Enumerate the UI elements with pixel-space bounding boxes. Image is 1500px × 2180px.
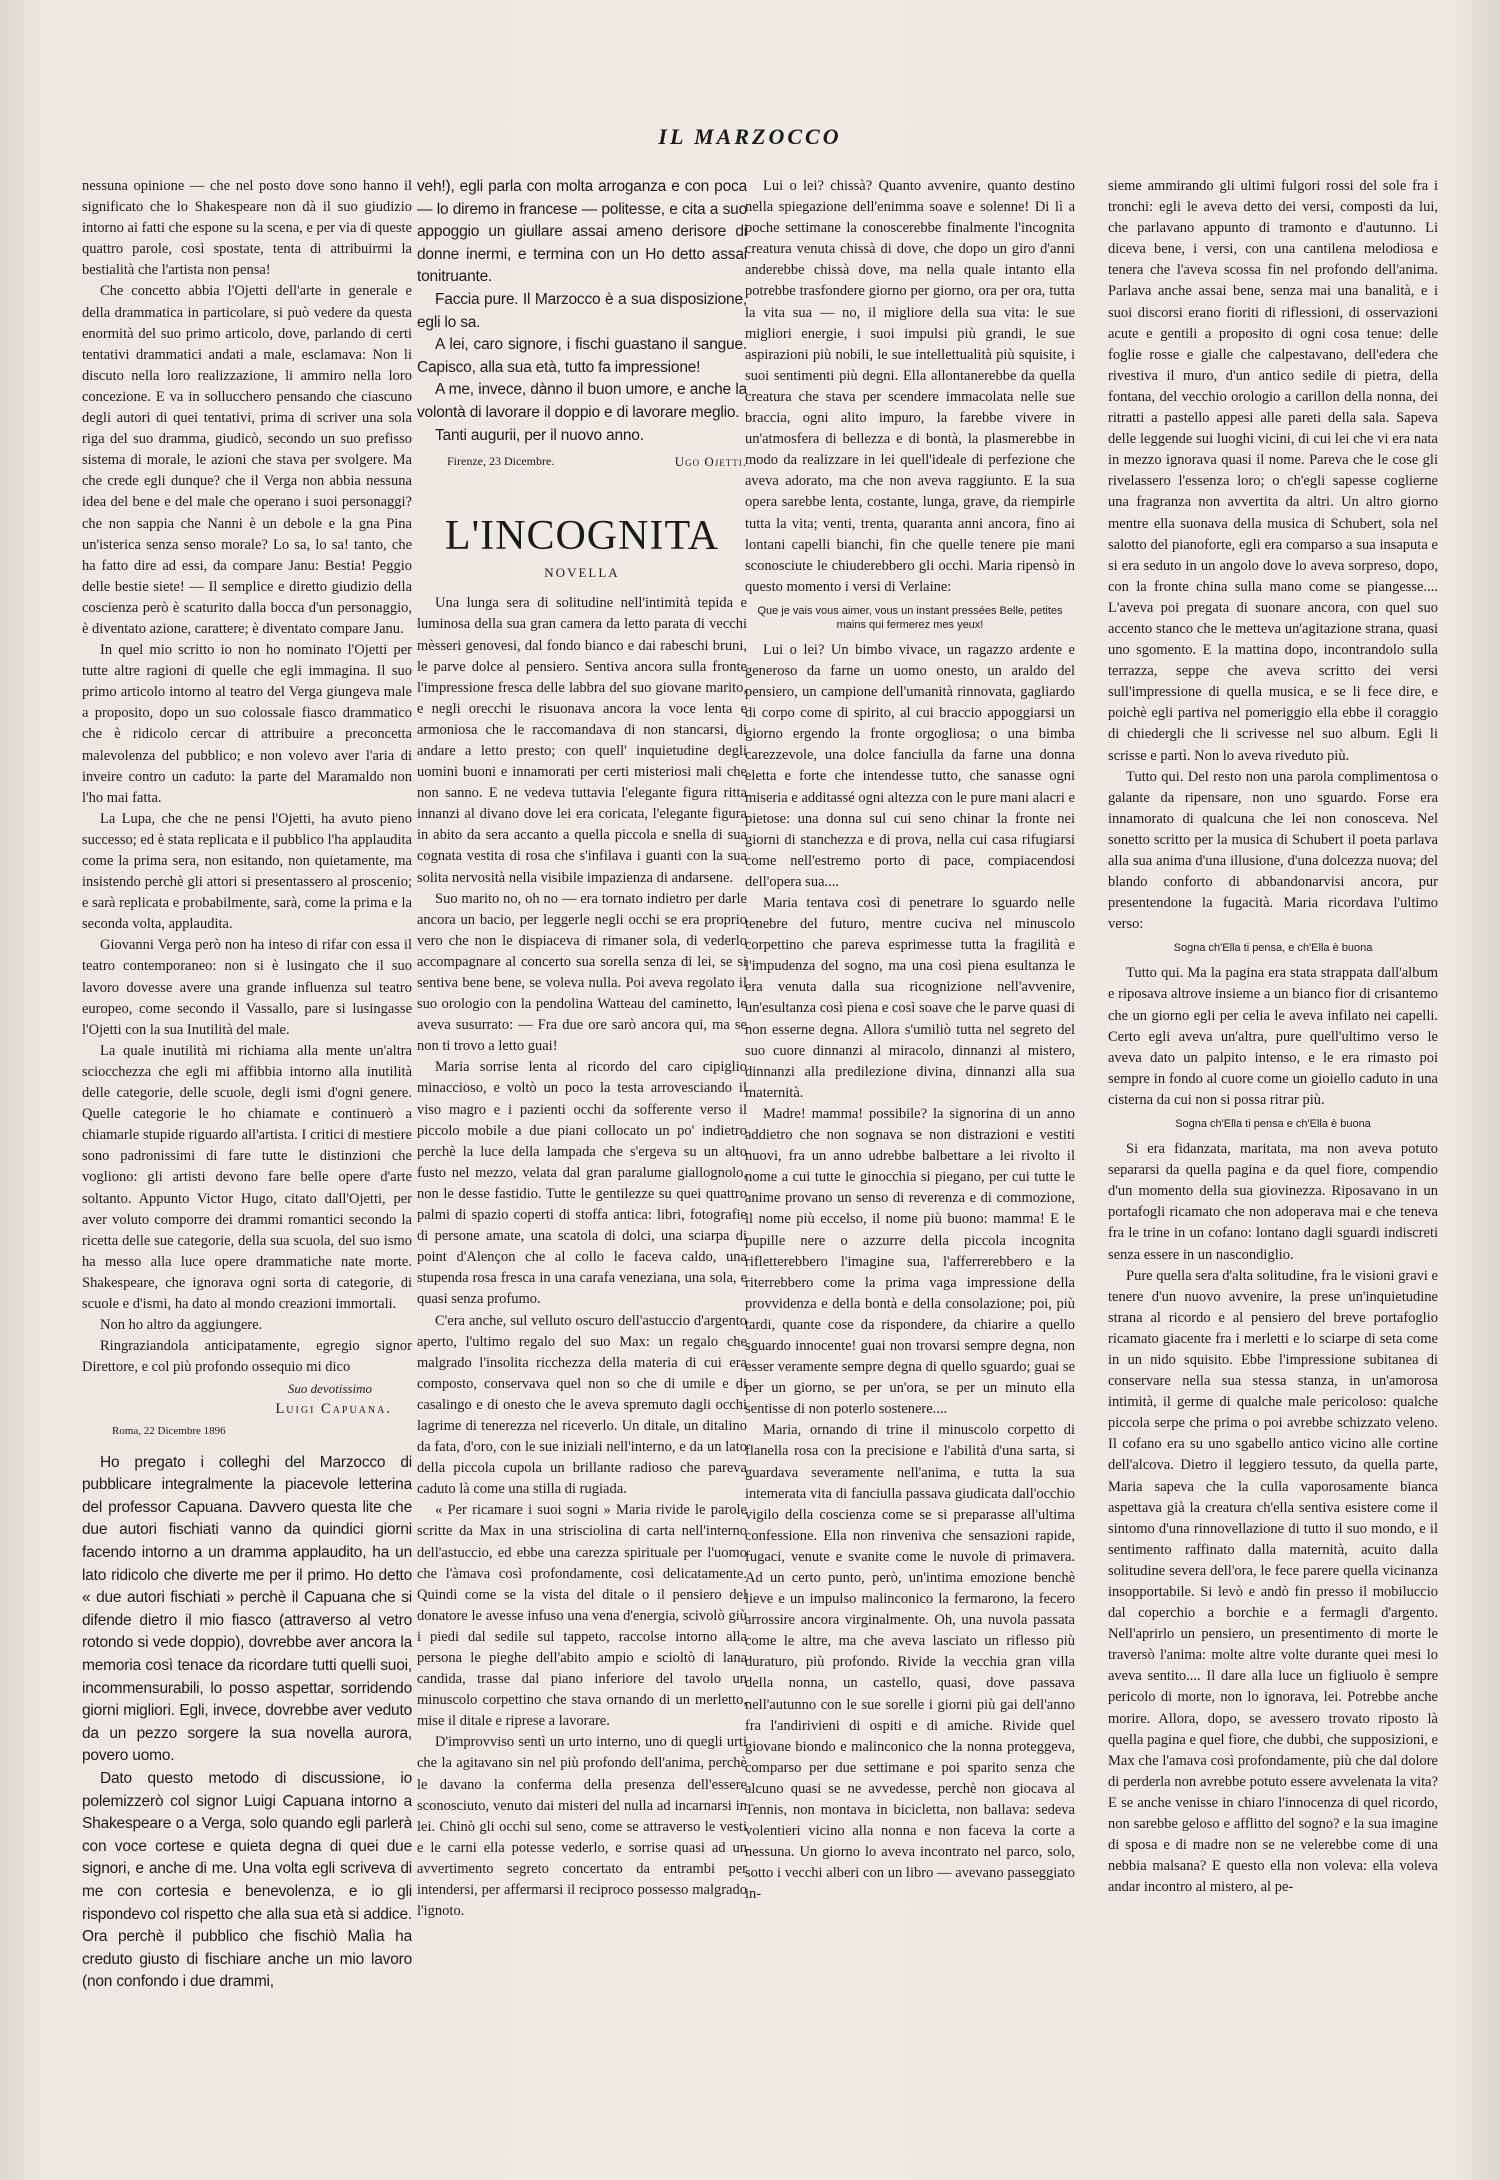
signature-name: Luigi Capuana. <box>275 1401 392 1418</box>
signature-closing: Suo devotissimo <box>287 1381 372 1397</box>
paragraph: « Per ricamare i suoi sogni » Maria rivide le parole scritte da Max in una strisciolina di carta nell'interno dell'astuccio, ed ebbe una carezza spirituale per l'uomo che l'àmava così profondamente, così delicatamente. Quindi come se la vista del ditale o il pensiero del donatore le avesse infuso una vena d'energia, scivolò giù i piedi dal sedile sul tappeto, raccolse intorno alla persona le pieghe dell'abito ampio e scioltò di lana candida, trasse dal piano inferiore del tavolo un minuscolo corpettino che stava ornando di un merletto, mise il ditale e riprese a lavorare. <box>417 1502 747 1730</box>
paragraph: Maria sorrise lenta al ricordo del caro cipiglio minaccioso, e voltò un poco la testa arrovesciando il viso magro e i pazienti occhi da sofferente verso il piccolo mobile a due piani collocato un po' indietro perchè la luce della lampada che s'ergeva su un alto fusto nel mezzo, velata dal gran paralume giallognolo, non le desse fastidio. Tutte le gentilezze su quei quattro palmi di spazio coperti di stoffa antica: libri, fotografie di persone amate, una scatola di dolci, una sciarpa di point d'Alençon che al collo le faceva caldo, una stupenda rosa fresca in una carafa veneziana, una sola, e quasi senza profumo. <box>417 1059 747 1308</box>
paragraph: Lui o lei? Un bimbo vivace, un ragazzo ardente e generoso da farne un uomo onesto, un araldo del pensiero, un campione dell'umanità rinnovata, gagliardo di corpo come di spirito, al cui braccio appoggiarsi un giorno ergendo la fronte orgogliosa; o una bimba carezzevole, una dolce fanciulla da farne una donna eletta e forte che intendesse tutto, che sanasse ogni miseria e additassé ogni altezza con le pure mani alacri e pietose: una donna sul cui seno chinar la fronte nei giorni di stanchezza e di prova, nella cui casa rifugiarsi come nell'estremo porto di pace, compiacendosi dell'opera sua.... <box>745 641 1075 890</box>
paragraph: Dato questo metodo di discussione, io polemizzerò col signor Luigi Capuana intorno a Shakespeare o a Verga, solo quando egli parlerà con voce cortese e quieta degna di quei due signori, e anche di me. Una volta egli scriveva di me con cortesia e benevolenza, e io gli rispondevo col rispetto che alla sua età si addice. Ora perchè il pubblico che fischiò Malìa ha creduto giusto di fischiare anche un mio lavoro (non confondo i due drammi, <box>82 1769 412 1991</box>
reply-signature: Ugo Ojetti. <box>674 454 747 470</box>
paragraph: Tutto qui. Ma la pagina era stata strappata dall'album e riposava altrove insieme a un bianco fior di crisantemo che un giorno egli per celia le aveva infilato nei capelli. Certo egli aveva un'altra, pure quell'ultimo verso le aveva dato un palpito intenso, e le era rimasto poi sempre in fondo al cuore come un gioiello caduto in una cisterna da cui non si possa ritrar più. <box>1108 965 1438 1108</box>
paragraph: Madre! mamma! possibile? la signorina di un anno addietro che non sognava se non distrazioni e vestiti nuovi, fra un anno udrebbe balbettare a lei rivolto il nome a cui tutte le ginocchia si piegano, per cui tutte le anime provano un senso di reverenza e di commozione, il nome più eccelso, il nome più buono: mamma! E le pupille nere o azzurre della piccola incognita rifletterebbero l'imagine sua, l'afferrerebbero e la riterrebbero come la prima vaga impressione della provvidenza e della bontà e della consolazione; poi, più tardi, quante cose da rispondere, da chiarire a quello sguardo innocente! guai non trovarsi sempre degna, non esser veramente sempre degna di quello sguardo; guai se per un giorno, se per un'ora, se per un minuto ella sentisse di non poterlo sostenere.... <box>745 1105 1075 1418</box>
paragraph: Tanti augurii, per il nuovo anno. <box>435 426 644 444</box>
paragraph: sieme ammirando gli ultimi fulgori rossi del sole fra i tronchi: egli le aveva detto dei versi, composti da lui, che parlavano appunto di tramonto e d'autunno. Li diceva bene, i versi, con una cantilena melodiosa e tenera che l'aveva scossa fin nel profondo dell'anima. Parlava anche assai bene, senza mai una banalità, e i suoi discorsi erano fioriti di riflessioni, di osservazioni acute e gentili a proposito di ogni cosa tenue: delle foglie rosse e gialle che calpestavano, dell'edera che rivestiva il muro, d'un antico sedile di pietra, della fontana, del vecchio orologio a carillon della nonna, dei ritratti a pastello appesi alle pareti della sala. Sapeva delle leggende sui luoghi vicini, di cui lei che vi era nata in mezzo ignorava quasi il nome. Pareva che le cose gli rivelassero l'essenza loro; o ch'egli sapesse coglierne una fragranza non avvertita da altri. Un altro giorno mentre ella suonava della musica di Schubert, sola nel salotto del pianoforte, egli era comparso a sua insaputa e si era seduto in un angolo dove lo aveva sorpreso, dopo, con la fronte china sulla mano come se piangesse.... L'aveva poi pregata di suonare ancora, con quel suo accento stanco che le metteva un'agitazione strana, quasi uno sgomento. E la mattina dopo, incontrandolo sulla terrazza, seppe che aveva scritto dei versi sull'impressione di quella musica, e se li fece dire, e poichè egli partiva nel pomeriggio ella ebbe il coraggio di chiedergli che li scrivesse nel suo album. Egli li scrisse e partì. Non lo aveva riveduto più. <box>1108 178 1438 764</box>
paragraph: Ringraziandola anticipatamente, egregio signor Direttore, e col più profondo ossequio mi dico <box>82 1338 412 1376</box>
paragraph: C'era anche, sul velluto oscuro dell'astuccio d'argento aperto, l'ultimo regalo del suo Max: un regalo che malgrado l'insolita ricchezza della materia di cui era composto, conservava quel non so che di umile e di casalingo e di onesto che le aveva spremuto dagli occhi lagrime di tenerezza nel riceverlo. Un ditale, un ditalino da fata, d'oro, con le sue iniziali nell'interno, e da un lato della piccola cupola un brillante radioso che pareva caduto là come una stilla di rugiada. <box>417 1312 747 1498</box>
column-3 <box>745 176 1075 2126</box>
verse-quote: Sogna ch'Ella ti pensa e ch'Ella è buona <box>1175 1118 1371 1131</box>
letter-date: Roma, 22 Dicembre 1896 <box>112 1424 226 1437</box>
paragraph: Giovanni Verga però non ha inteso di rifar con essa il teatro contemporaneo: non si è lusingato che il suo lavoro dovesse avere una grande influenza sul teatro europeo, come secondo il Vassallo, pare si lusingasse l'Ojetti con la sua Inutilità del male. <box>82 937 412 1038</box>
column-4 <box>1108 176 1438 2126</box>
paragraph: Che concetto abbia l'Ojetti dell'arte in generale e della drammatica in particolare, si può vedere da questa enormità del suo primo articolo, dove, parlando di certi tentativi drammatici andati a male, esclamava: Non li discuto nella loro realizzazione, li ammiro nella loro concezione. E va in sollucchero pensando che ciascuno degli autori di quei tentativi, prima di scriver una sola riga del suo dramma, giudicò, secondo un suo prefisso sistema di morale, le azioni che stava per svolgere. Ma che crede egli dunque? che il Verga non abbia nessuna idea del bene e del male che operano i suoi personaggi? che non sappia che Nanni è un debole e la gna Pina un'isterica senza senso morale? Lo sa, lo sa! tanto, che ha fatto dire ad essi, da compare Janu: Bestia! Peggio delle bestie siete! — Il semplice e diretto giudizio della coscienza però è scaturito dalla bocca d'un personaggio, è diventato azione, carattere; è diventato compare Janu. <box>82 283 412 637</box>
paragraph: Ho pregato i colleghi del Marzocco di pubblicare integralmente la piacevole letterina del professor Capuana. Davvero questa lite che due autori fischiati vanno da quindici giorni facendo intorno a un dramma applaudito, ha un lato ridicolo che diverte me per il primo. Ho detto « due autori fischiati » perchè il Capuana che si difende dietro il mio fiasco (attraverso al vetro rotondo si vede doppio), dovrebbe aver ancora la memoria così tenace da ricordare tutti quelli suoi, incommensurabili, lo posso aspettar, sorridendo giorni migliori. Egli, invece, dovrebbe aver veduto da un pezzo sorgere la sua novella aurora, povero uomo. <box>82 1453 412 1765</box>
paragraph: In quel mio scritto io non ho nominato l'Ojetti per tutte altre ragioni di quelle che egli immagina. Il suo primo articolo intorno al teatro del Verga giungeva male a proposito, dopo un suo colossale fiasco drammatico che è ridicolo cercar di attribuire a preconcetta malevolenza del pubblico; e non volevo aver l'aria di inveire contro un caduto: la parte del Maramaldo non l'ho mai fatta. <box>82 642 412 806</box>
verse-quote: Sogna ch'Ella ti pensa, e ch'Ella è buona <box>1173 942 1373 955</box>
paragraph: La quale inutilità mi richiama alla mente un'altra sciocchezza che egli mi affibbia intorno alla inutilità delle categorie, delle scuole, degli ismi d'ogni genere. Quelle categorie le ho chiamate e continuerò a chiamarle stupide riguardo all'artista. I critici di mestiere sono padronissimi di fare tutte le distinzioni che vogliono: gli artisti devono fare belle opere d'arte soltanto. Appunto Victor Hugo, citato dall'Ojetti, per aver voluto comporre dei drammi romantici secondo la ricetta delle sue categorie, della sua scuola, del suo ismo ha messo alla luce opere drammatiche nate morte. Shakespeare, che ignorava ogni sorta di categorie, di scuole e d'ismi, ha dato al mondo creazioni immortali. <box>82 1042 412 1312</box>
paragraph: Tutto qui. Del resto non una parola complimentosa o galante da ripensare, non uno sguardo. Forse era innamorato di qualcuna che lei non conosceva. Nel sonetto scritto per la musica di Schubert il poeta parlava alla sua anima d'una illusione, d'una dolcezza nuova; del blando conforto di abbandonarvisi ancora, pur presentendone la fugacità. Maria ricordava l'ultimo verso: <box>1108 768 1438 933</box>
verse-quote: Que je vais vous aimer, vous un instant pressées Belle, petites mains qui fermerez mes yeux! <box>757 604 1063 631</box>
paragraph: Pure quella sera d'alta solitudine, fra le visioni gravi e tenere d'un nuovo avvenire, la prese un'inquietudine strana al ricordo e al pensiero del breve portafoglio ricamato giacente fra i merletti e lo sciarpe di seta come in un nido squisito. Ebbe l'impressione subitanea di conservare nella sua stessa stanza, in un'amorosa intimità, il germe di qualche male pericoloso: qualche piccola serpe che prima o poi avrebbe schizzato veleno. Il cofano era su uno sgabello antico vicino alle cortine dell'alcova. Dietro il leggiero tessuto, da quella parte, Maria sapeva che la culla vaporosamente bianca aspettava già la creatura ch'ella sentiva esistere come il sintomo d'una rinnovellazione di tutto il suo mondo, e il sentimento raffinato dalla maternità, acuito dalla solitudine severa dell'ora, le fece parere quella vicinanza insopportabile. Si levò e andò fin presso il mobiluccio dal coperchio a borchie e a fermagli d'argento. Nell'aprirlo un pensiero, un presentimento di morte le traversò l'anima: molte altre volte durante quei mesi lo aveva sentito.... Il dare alla luce un figliuolo è sempre pericolo di morte, non lo ignorava, lei. Potrebbe anche morire. Allora, dopo, se avessero trovato riposto là quella pagina e quel fiore, che dubbi, che supposizioni, e Max che l'amava così profondamente, più che dal dolore di perderla non avrebbe potuto essere avvelenata la vita? E se anche venisse in chiaro l'innocenza di quel ricordo, non sarebbe geloso e afflitto del sogno? e la sua imagine di sposa e di madre non se ne velerebbe come di una nebbia malsana? E questo ella non voleva: ella voleva andar incontro al mistero, al pe- <box>1108 1267 1438 1896</box>
paragraph: Non ho altro da aggiungere. <box>100 1317 263 1334</box>
paragraph: A me, invece, dànno il buon umore, e anche la volontà di lavorare il doppio e di lavorare meglio. <box>417 381 747 421</box>
reply-section <box>82 1452 412 1994</box>
paragraph: La Lupa, che che ne pensi l'Ojetti, ha avuto pieno successo; ed è stata replicata e il pubblico l'ha applaudita come la prima sera, non esitando, non quietamente, ma insistendo perchè gli attori si presentassero al proscenio; e sarà replicata e probabilmente, sarà, come la prima e la seconda volta, applaudita. <box>82 810 412 933</box>
story-title: L'INCOGNITA <box>444 513 720 560</box>
paragraph: Si era fidanzata, maritata, ma non aveva potuto separarsi da quella pagina e da quel fiore, compendio d'un momento della sua giovinezza. Riposavano in un portafogli ricamato che non adoperava mai e che teneva fra le trine in un cofano: lontano dagli sguardi indiscreti senza essere in un nascondiglio. <box>1108 1141 1438 1263</box>
reply-date: Firenze, 23 Dicembre. <box>447 454 555 469</box>
column-1 <box>82 176 412 2126</box>
paragraph: Una lunga sera di solitudine nell'intimità tepida e luminosa della sua gran camera da letto parata di vecchi mèsseri genovesi, dal fondo bianco e dai rabeschi bruni, le parve dolce al pensiero. Sentiva ancora sulla fronte l'impressione fresca delle labbra del suo giovane marito, e negli orecchi le risuonava ancora la voce lenta e armoniosa che le raccomandava di non stancarsi, di andare a letto presto; con quell' inquietudine degli uomini buoni e innamorati per certi misteriosi mali che non sanno. E ne vedeva tuttavia l'elegante figura ritta innanzi al divano dove lei era coricata, l'elegante figura in abito da sera accanto a quella piccola e snella di sua cognata vestita di rosa che s'infilava i guanti con la sua solita nervosità nella visibile impazienza di andarsene. <box>417 595 747 886</box>
paragraph: Maria, ornando di trine il minuscolo corpetto di flanella rosa con la precisione e l'abilità d'una sarta, si guardava severamente nell'anima, e tutta la sua intemerata vita di fanciulla passava giudicata dall'occhio vigilo della coscienza come se si preparasse all'ultima confessione. Ella non rinveniva che sensazioni rapide, fugaci, venute e svanite come le nuvole di primavera. Ad un certo punto, però, un'intima emozione benchè lieve e un impulso malinconico la fermarono, la fecero arrossire ancora virginalmente. Oh, una nuvola passata come le altre, ma che aveva lasciato un riflesso più duraturo, più profondo. Rivide la vecchia gran villa della nonna, un castello, quasi, dove passava nell'autunno con le sue sorelle i giorni più gai dell'anno fra l'andirivieni di ospiti e di amiche. Rivide quel giovane biondo e malinconico che la nonna proteggeva, comparso per due settimane e poi sparito senza che alcuno quasi se ne avvedesse, perchè non giocava al Tennis, non montava in bicicletta, non ballava: sedeva volentieri vicino alla nonna e non faceva la corte a nessuna. Un giorno lo aveva incontrato nel parco, solo, sotto i vecchi alberi con un libro — avevano passeggiato in- <box>745 1422 1075 1903</box>
story-subtitle: NOVELLA <box>544 565 620 581</box>
reply-closing <box>417 451 747 472</box>
paragraph: Maria tentava così di penetrare lo sguardo nelle tenebre del futuro, mentre cuciva nel minuscolo corpettino che pareva esprimesse tutta la fragilità e l'impudenza del sogno, ma una così piena esultanza le era venuta dalla sua ricognizione nell'avvenire, un'esultanza così piena e così soave che le parve quasi di non esserne degna. Allora s'umiliò tutta nel segreto del suo cuore dinnanzi al miracolo, dinnanzi al mistero, dinnanzi alla predilezione divina, dinnanzi alla sua maternità. <box>745 895 1075 1101</box>
paragraph: Suo marito no, oh no — era tornato indietro per darle ancora un bacio, per leggerle negli occhi se era proprio vero che non le dispiaceva di rimaner sola, di vederlo accompagnare al concerto sua sorella senza di lei, se si sentiva bene bene, se voleva nulla. Poi aveva regolato il suo orologio con la pendolina Watteau del caminetto, le aveva susurrato: — Fra due ore sarò ancora qui, ma se non ti trovo a letto guai! <box>417 890 747 1055</box>
paragraph: nessuna opinione — che nel posto dove sono hanno il significato che lo Shakespeare non dà il suo giudizio intorno ai fatti che espone su la scena, e per via di queste quattro parole, così spostate, tenta di attribuirmi la bestialità che l'artista non pensa! <box>82 178 412 279</box>
paragraph: A lei, caro signore, i fischi guastano il sangue. Capisco, alla sua età, tutto fa impressione! <box>417 336 747 376</box>
paragraph: Faccia pure. Il Marzocco è a sua disposizione, egli lo sa. <box>417 290 747 331</box>
column-2 <box>417 176 747 2126</box>
paragraph: D'improvviso sentì un urto interno, uno di quegli urti che la agitavano sin nel più profondo dell'anima, perchè le davano la conferma della presenza dell'essere sconosciuto, venuto dai misteri del nulla ad incarnarsi in lei. Chinò gli occhi sul seno, come se attraverso le vesti e le carni ella potesse vederlo, e sorrise quasi ad un avvertimento segreto concertato da entrambi per intendersi, per affermarsi il reciproco possesso malgrado l'ignoto. <box>417 1734 747 1920</box>
paragraph: Lui o lei? chissà? Quanto avvenire, quanto destino nella spiegazione dell'enimma soave e solenne! Di lì a poche settimane la conoscerebbe finalmente l'incognita creatura venuta chissà di dove, che dopo un giro d'anni anderebbe chissà dove, ma nella quale intanto ella potrebbe trasfondere giorno per giorno, ora per ora, tutta la vita sua — no, il migliore della sua vita: le sue migliori energie, i suoi impulsi più grandi, le sue aspirazioni più nobili, le sue intellettualità più squisite, i suoi sentimenti più degni. Ella allontanerebbe da quella creatura che stava per scendere immacolata nelle sue braccia, ogni alito impuro, la farebbe vivere in un'atmosfera di bellezza e di bontà, la plasmerebbe in modo da realizzare in lei quell'ideale di perfezione che aveva adorato, ma che non aveva raggiunto. E la sua opera sarebbe lenta, costante, lunga, grave, da riempirle tutta la vita; venti, trenta, quaranta anni ancora, fino ai lontani capelli bianchi, fin che quelle tenere pie mani sconosciute le chiuderebbero gli occhi. Maria ripensò in questo momento i versi di Verlaine: <box>745 178 1075 595</box>
reply-continuation <box>417 176 747 447</box>
paragraph: veh!), egli parla con molta arroganza e con poca — lo diremo in francese — politesse, e cita a suo appoggio un giullare assai ameno derisore di donne inermi, e termina con un Ho detto assai tonitruante. <box>417 178 747 286</box>
masthead-title: IL MARZOCCO <box>658 124 842 149</box>
